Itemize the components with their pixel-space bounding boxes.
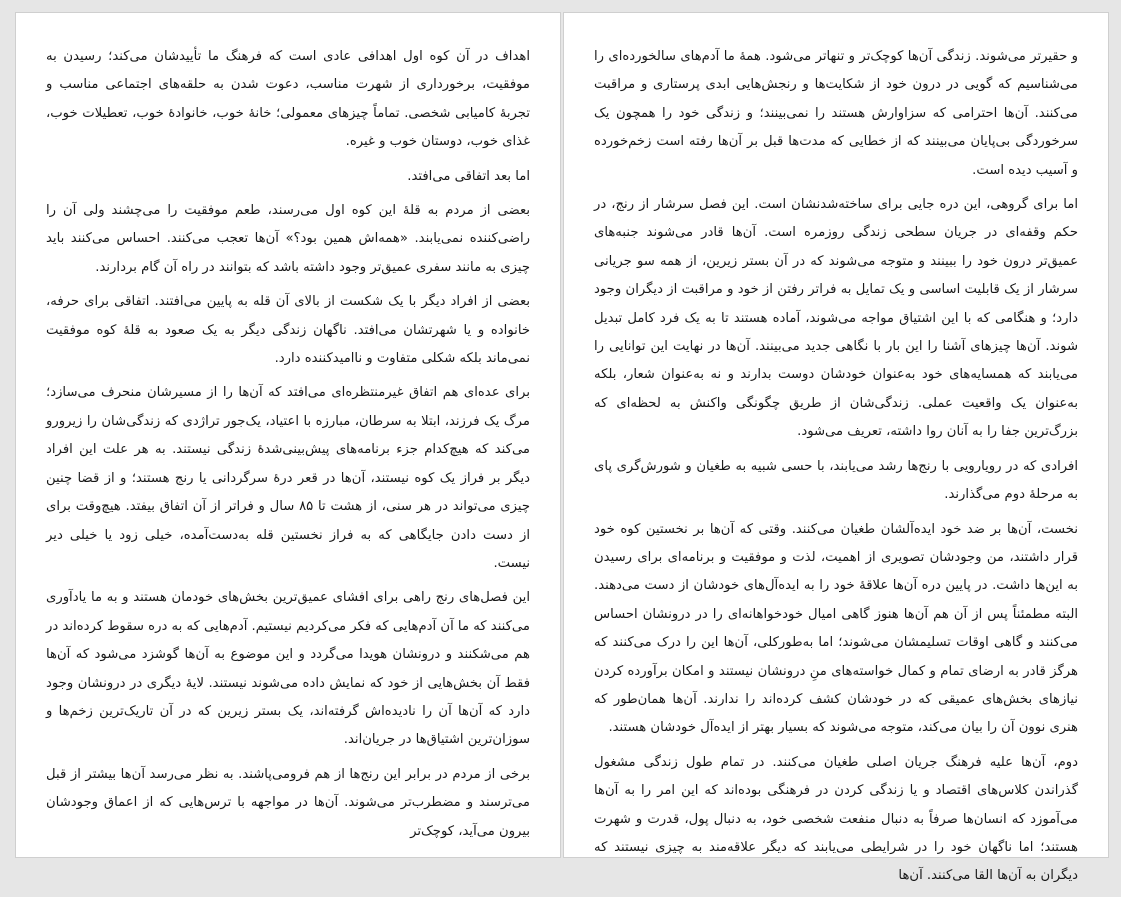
document-page-right	[563, 12, 1109, 884]
document-page-left	[15, 12, 561, 858]
paragraph: این فصل‌های رنج راهی برای افشای عمیق‌ترین بخش‌های خودمان هستند و به ما یادآوری می‌کنند که ما آن آدم‌هایی که فکر می‌کردیم نیستیم. آدم‌هایی که به دره سقوط کرده‌اند در هم می‌شکنند و درونشان هویدا می‌گردد و این موضوع به آن‌ها گوشزد می‌شود که آن‌ها فقط آن بخش‌هایی از خود که نمایش داده می‌شوند نیستند. لایهٔ دیگری در درونشان وجود دارد که آن‌ها آن را نادیده‌اش گرفته‌اند، یک بستر زیرین که در آن تاریک‌ترین زخم‌ها و سوزان‌ترین اشتیاق‌ها در جریان‌اند.	[46, 590, 530, 748]
paragraph: اما برای گروهی، این دره جایی برای ساخته‌شدنشان است. این فصل سرشار از رنج، در حکم وقفه‌ای در جریان سطحی زندگی روزمره است. آن‌ها قادر می‌شوند جنبه‌های عمیق‌تر درون خود را ببینند و متوجه می‌شوند که در آن بستر زیرین، از همه سو جریانی سرشار از یک قابلیت اساسی و یک تمایل به فراتر رفتن از خود و مراقبت از دیگران وجود دارد؛ و هنگامی که با این اشتیاق مواجه می‌شوند، آماده هستند تا به یک فرد کامل تبدیل شوند. آن‌ها چیزهای آشنا را این بار با نگاهی جدید می‌بینند. آن‌ها در نهایت این توانایی را می‌یابند که همسایه‌های خود به‌عنوان خودشان دوست بدارند و نه به‌عنوان شعار، بلکه به‌عنوان یک واقعیت عملی. زندگی‌شان از طریق چگونگی واکنش به لحظه‌ای که بزرگ‌ترین جفا را به آنان روا داشته، تعریف می‌شود.	[594, 197, 1078, 440]
page-text-left	[46, 43, 530, 852]
paragraph: بعضی از مردم به قلهٔ این کوه اول می‌رسند، طعم موفقیت را می‌چشند ولی آن را راضی‌کننده نمی‌یابند. «همه‌اش همین بود؟» آن‌ها تعجب می‌کنند. احساس می‌کنند باید چیزی به مانند سفری عمیق‌تر وجود داشته باشد که بتوانند در راه آن گام بردارند.	[46, 203, 530, 275]
paragraph: بعضی از افراد دیگر با یک شکست از بالای آن قله به پایین می‌افتند. اتفاقی برای حرفه، خانواده و یا شهرتشان می‌افتد. ناگهان زندگی دیگر به یک صعود به قلهٔ کوه موفقیت نمی‌ماند بلکه شکلی متفاوت و ناامیدکننده دارد.	[46, 294, 530, 367]
paragraph: و حقیرتر می‌شوند. زندگی آن‌ها کوچک‌تر و تنهاتر می‌شود. همهٔ ما آدم‌های سالخورده‌ای را می‌شناسیم که گویی در درون خود از شکایت‌ها و رنجش‌هایی ابدی پرستاری و مراقبت می‌کنند. آن‌ها احترامی که سزاوارش هستند را نمی‌بینند؛ و زندگی خود را همچون یک سرخوردگی بی‌پایان می‌بینند که از خطایی که مدت‌ها قبل بر آن‌ها رفته است زخم‌خورده و آسیب دیده است.	[594, 49, 1078, 178]
paragraph: اما بعد اتفاقی می‌افتد.	[407, 168, 530, 184]
paragraph: برای عده‌ای هم اتفاق غیرمنتظره‌ای می‌افتد که آن‌ها را از مسیرشان منحرف می‌سازد؛ مرگ یک فرزند، ابتلا به سرطان، مبارزه با اعتیاد، یک‌جور تراژدی که زندگی‌شان را زیرورو می‌کند که هیچ‌کدام جزء برنامه‌های پیش‌بینی‌شدهٔ زندگی نیستند. به هر علت این افراد دیگر بر فراز یک کوه نیستند، آن‌ها در قعر درهٔ سرگردانی یا رنج هستند؛ و از قضا چنین چیزی می‌تواند در هر سنی، از هشت تا ۸۵ سال و فراتر از آن اتفاق بیفتد. هیچ‌وقت برای از دست دادن جایگاهی که به فراز نخستین قله به‌دست‌آمده، خیلی زود یا خیلی دیر نیست.	[46, 385, 530, 571]
page-text-right	[594, 43, 1078, 897]
paragraph: برخی از مردم در برابر این رنج‌ها از هم فرومی‌پاشند. به نظر می‌رسد آن‌ها بیشتر از قبل می‌ترسند و مضطرب‌تر می‌شوند. آن‌ها در مواجهه با ترس‌هایی که از اعماق وجودشان بیرون می‌آید، کوچک‌تر	[46, 766, 530, 839]
paragraph: نخست، آن‌ها بر ضد خود ایده‌آلشان طغیان می‌کنند. وقتی که آن‌ها بر نخستین کوه خود قرار داشتند، من وجودشان تصویری از اهمیت، لذت و موفقیت و برنامه‌ای برای رسیدن به این‌ها داشت. در پایین دره آن‌ها علاقهٔ خود را به ایده‌آل‌های خودشان از دست می‌دهند. البته مطمئناً پس از آن هم آن‌ها هنوز گاهی امیال خودخواهانه‌ای را در درونشان احساس می‌کنند و گاهی اوقات تسلیمشان می‌شوند؛ اما به‌طورکلی، آن‌ها این را درک می‌کنند که هرگز قادر به ارضای تمام و کمال خواسته‌های منِ درونشان نیستند و امکان برآورده کردن نیازهای بخش‌های عمیقی که در خودشان کشف کرده‌اند را ندارند. آن‌ها همان‌طور که هنری نوون آن را بیان می‌کند، متوجه می‌شوند که بسیار بهتر از ایده‌آل خودشان هستند.	[594, 521, 1078, 736]
paragraph: افرادی که در رویارویی با رنج‌ها رشد می‌یابند، با حسی شبیه به طغیان و شورش‌گری پای به مرحلهٔ دوم می‌گذارند.	[594, 458, 1078, 503]
paragraph: دوم، آن‌ها علیه فرهنگ جریان اصلی طغیان می‌کنند. در تمام طول زندگی مشغول گذراندن کلاس‌های اقتصاد و یا زندگی کردن در فرهنگی بوده‌اند که این امر را به آن‌ها می‌آموزد که انسان‌ها صرفاً به دنبال منفعت شخصی خود، به دنبال پول، قدرت و شهرت هستند؛ اما ناگهان خود را در شرایطی می‌یابند که دیگر علاقه‌مند به چیزی نیستند که دیگران به آن‌ها القا می‌کنند. آن‌ها	[594, 754, 1078, 884]
paragraph: اهداف در آن کوه اول اهدافی عادی است که فرهنگ ما تأییدشان می‌کند؛ رسیدن به موفقیت، برخورداری از شهرت مناسب، دعوت شدن به حلقه‌های اجتماعی مناسب و تجربهٔ کامیابی شخصی. تماماً چیزهای معمولی؛ خانهٔ خوب، خانوادهٔ خوب، تعطیلات خوب، غذای خوب، دوستان خوب و غیره.	[46, 49, 530, 150]
